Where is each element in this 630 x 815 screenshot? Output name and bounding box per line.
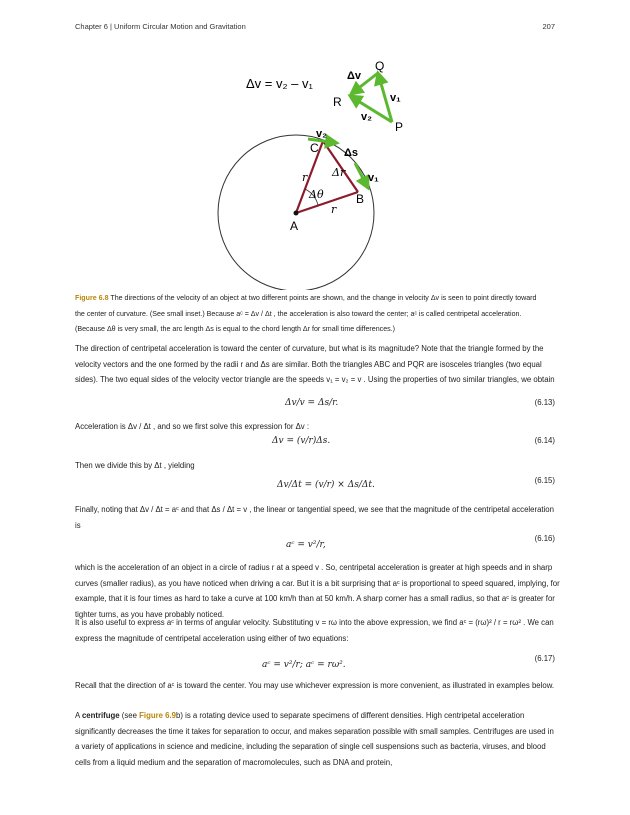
label-r-lower: r	[331, 203, 337, 216]
label-v2: v₂	[316, 128, 328, 140]
label-P: P	[395, 120, 404, 134]
paragraph-divide-dt: Then we divide this by Δt , yielding	[75, 461, 195, 470]
label-ds: Δs	[344, 147, 359, 159]
centrifuge-body: b) is a rotating device used to separate specimens of different densities. High centripetal acceleration significantly decreases the time it takes for separation to occur, and makes separation possible with small samples. Centrifuges are used in a variety of applications in science and medicine, including the separation of single cell suspensions such as bacteria, viruses, and blood cells from a liquid medium and the separation of macromolecules, such as DNA and protein,	[75, 711, 554, 767]
label-v1: v₁	[368, 172, 379, 184]
centrifuge-see: (see	[119, 711, 140, 720]
label-A: A	[290, 219, 299, 233]
inset-label-dv: Δv	[347, 70, 362, 82]
equation-6-17: aᶜ = v²/r; aᶜ = rω².	[262, 660, 346, 670]
inset-velocity-triangle	[333, 59, 403, 134]
label-Q: Q	[375, 59, 385, 73]
figure-6-9-link[interactable]: Figure 6.9	[139, 711, 176, 720]
label-B: B	[356, 192, 365, 206]
radius-AB	[296, 192, 358, 213]
caption-line-3: (Because Δθ is very small, the arc length Δs is equal to the chord length Δr for small time differences.)	[75, 325, 396, 333]
equation-6-16: aᶜ = v²/r,	[286, 540, 326, 550]
paragraph-recall-direction: Recall that the direction of aᶜ is toward the center. You may use whichever expression is more convenient, as illustrated in examples below.	[75, 681, 555, 690]
paragraph-centrifuge	[75, 708, 560, 770]
equation-6-14: Δv = (v/r)Δs.	[272, 436, 331, 446]
label-r-upper: r	[302, 171, 308, 184]
equation-number-6-14: (6.14)	[534, 436, 555, 445]
label-R: R	[333, 95, 342, 109]
inset-label-v2: v₂	[361, 111, 373, 123]
centrifuge-prefix: A	[75, 711, 82, 720]
label-C: C	[310, 141, 319, 155]
circle-diagram	[218, 128, 379, 290]
delta-v-equation-label: Δv = v₂ – v₁	[246, 76, 313, 91]
equation-6-13: Δv/v = Δs/r.	[285, 398, 339, 408]
running-header-chapter: Chapter 6 | Uniform Circular Motion and Gravitation	[75, 22, 246, 31]
paragraph-acceleration-speed: which is the acceleration of an object in a circle of radius r at a speed v . So, centripetal acceleration is greater at high speeds and in sharp curves (smaller radius), as you have noticed when driving a car. But it is a bit surprising that aᶜ is proportional to speed squared, implying, for example, that it is four times as hard to take a curve at 100 km/h than at 50 km/h. A sharp corner has a small radius, so that aᶜ is greater for tighter turns, as you have probably noticed.	[75, 563, 560, 619]
equation-number-6-13: (6.13)	[534, 398, 555, 407]
label-dr: Δr	[332, 166, 346, 179]
center-point-A	[294, 211, 299, 216]
equation-number-6-15: (6.15)	[534, 476, 555, 485]
velocity-diagram-figure	[0, 0, 630, 290]
paragraph-finally: Finally, noting that Δv / Δt = aᶜ and that Δs / Δt = v , the linear or tangential speed, we see that the magnitude of the centripetal acceleration is	[75, 505, 554, 530]
equation-number-6-17: (6.17)	[534, 654, 555, 663]
equation-number-6-16: (6.16)	[534, 534, 555, 543]
caption-line-1: The directions of the velocity of an object at two different points are shown, and the change in velocity Δv is seen to point directly toward	[110, 294, 537, 302]
equation-6-15: Δv/Δt = (v/r) × Δs/Δt.	[277, 480, 375, 490]
page-number: 207	[542, 22, 555, 31]
paragraph-similar-triangles: The direction of centripetal acceleration is toward the center of curvature, but what is its magnitude? Note that the triangle formed by the velocity vectors and the one formed by the radii r and Δs are similar. Both the triangles ABC and PQR are isosceles triangles (two equal sides). The two equal sides of the velocity vector triangle are the speeds v₁ = v₂ = v . Using the properties of two similar triangles, we obtain	[75, 344, 555, 384]
figure-caption	[75, 291, 560, 338]
figure-label: Figure 6.8	[75, 294, 109, 302]
label-dtheta: Δθ	[309, 188, 324, 201]
v1-vector	[355, 163, 368, 188]
caption-line-2: the center of curvature. (See small inset.) Because aᶜ = Δv / Δt , the acceleration is also toward the center; aᶜ is called centripetal acceleration.	[75, 309, 522, 318]
inset-label-v1: v₁	[390, 92, 401, 104]
paragraph-angular-velocity: It is also useful to express aᶜ in terms of angular velocity. Substituting v = rω into the above expression, we find aᶜ = (rω)² / r = rω² . We can express the magnitude of centripetal acceleration using either of two equations:	[75, 618, 554, 643]
paragraph-solve-dv: Acceleration is Δv / Δt , and so we first solve this expression for Δv :	[75, 422, 310, 431]
term-centrifuge: centrifuge	[81, 711, 120, 720]
